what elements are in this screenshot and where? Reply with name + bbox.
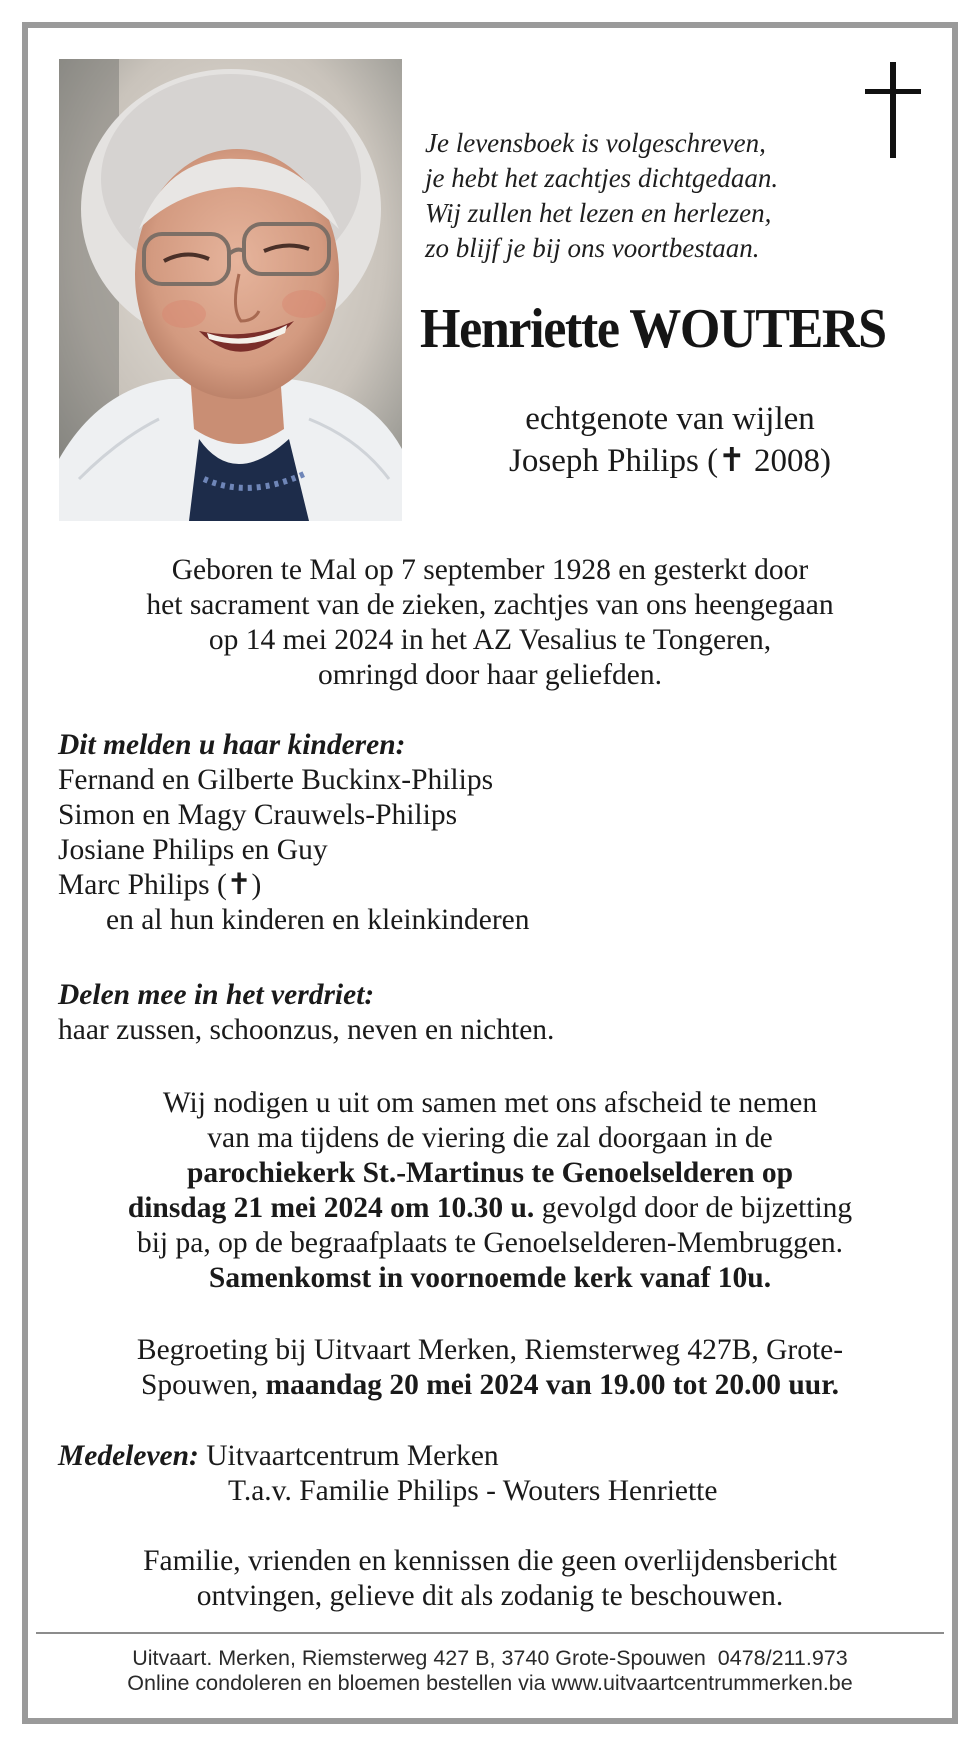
condolence-label: Medeleven:: [58, 1440, 199, 1472]
child-entry: Simon en Magy Crauwels-Philips: [58, 799, 458, 831]
gathering-info: Samenkomst in voornoemde kerk vanaf 10u.: [208, 1262, 772, 1294]
child-entry: Fernand en Gilberte Buckinx-Philips: [58, 764, 494, 796]
poem-line: Wij zullen het lezen en herlezen,: [425, 198, 772, 228]
poem-line: zo blijf je bij ons voortbestaan.: [425, 233, 760, 263]
spouse-line: echtgenote van wijlen: [525, 401, 815, 437]
spouse-line: Joseph Philips (✝ 2008): [509, 443, 831, 479]
grandchildren-line: en al hun kinderen en kleinkinderen: [106, 904, 530, 936]
portrait-illustration: [59, 59, 402, 521]
text-fragment: Spouwen,: [141, 1369, 266, 1401]
condolences: [58, 1439, 922, 1509]
birth-death-info: [58, 553, 922, 693]
greeting-info: [58, 1333, 922, 1403]
footer-website: Online condoleren en bloemen bestellen via www.uitvaartcentrummerken.be: [127, 1671, 853, 1695]
footer-address: Uitvaart. Merken, Riemsterweg 427 B, 3740 Grote-Spouwen 0478/211.973: [132, 1646, 848, 1670]
deceased-name: Henriette WOUTERS: [420, 298, 886, 360]
sharing-grief: [58, 978, 922, 1048]
text-line: [58, 1191, 922, 1226]
children-heading: Dit melden u haar kinderen:: [58, 729, 406, 761]
share-text: haar zussen, schoonzus, neven en nichten.: [58, 1014, 555, 1046]
spouse-info: [420, 398, 920, 482]
greeting-datetime: maandag 20 mei 2024 van 19.00 tot 20.00 uur.: [265, 1369, 839, 1401]
child-entry: Josiane Philips en Guy: [58, 834, 328, 866]
children-list: [58, 728, 922, 938]
funeral-invitation: [58, 1086, 922, 1296]
text-line: Familie, vrienden en kennissen die geen overlijdensbericht: [143, 1545, 837, 1577]
text-line: bij pa, op de begraafplaats te Genoelselderen-Membruggen.: [136, 1227, 844, 1259]
poem-line: je hebt het zachtjes dichtgedaan.: [425, 163, 779, 193]
divider: [36, 1632, 944, 1634]
text-line: ontvingen, gelieve dit als zodanig te beschouwen.: [196, 1580, 784, 1612]
text-line: van ma tijdens de viering die zal doorgaan in de: [207, 1122, 773, 1154]
family-note: [58, 1544, 922, 1614]
ceremony-datetime: dinsdag 21 mei 2024 om 10.30 u.: [127, 1192, 535, 1224]
text-line: [58, 1368, 922, 1403]
condolence-row: [58, 1439, 922, 1474]
text-line: Wij nodigen u uit om samen met ons afscheid te nemen: [162, 1087, 818, 1119]
text-fragment: gevolgd door de bijzetting: [534, 1192, 853, 1224]
church-location: parochiekerk St.-Martinus te Genoelselderen op: [186, 1157, 794, 1189]
condolence-attention: T.a.v. Familie Philips - Wouters Henriette: [228, 1475, 718, 1507]
poem: [425, 126, 885, 266]
footer: [36, 1646, 944, 1696]
poem-line: Je levensboek is volgeschreven,: [425, 128, 766, 158]
text-line: het sacrament van de zieken, zachtjes van ons heengegaan: [146, 589, 834, 621]
text-line: Geboren te Mal op 7 september 1928 en gesterkt door: [171, 554, 809, 586]
portrait-photo: [59, 59, 402, 521]
condolence-address: Uitvaartcentrum Merken: [198, 1440, 499, 1472]
text-line: op 14 mei 2024 in het AZ Vesalius te Tongeren,: [208, 624, 772, 656]
share-heading: Delen mee in het verdriet:: [58, 979, 375, 1011]
child-entry: Marc Philips (✝): [58, 869, 262, 901]
text-line: Begroeting bij Uitvaart Merken, Riemsterweg 427B, Grote-: [136, 1334, 844, 1366]
text-line: omringd door haar geliefden.: [317, 659, 663, 691]
